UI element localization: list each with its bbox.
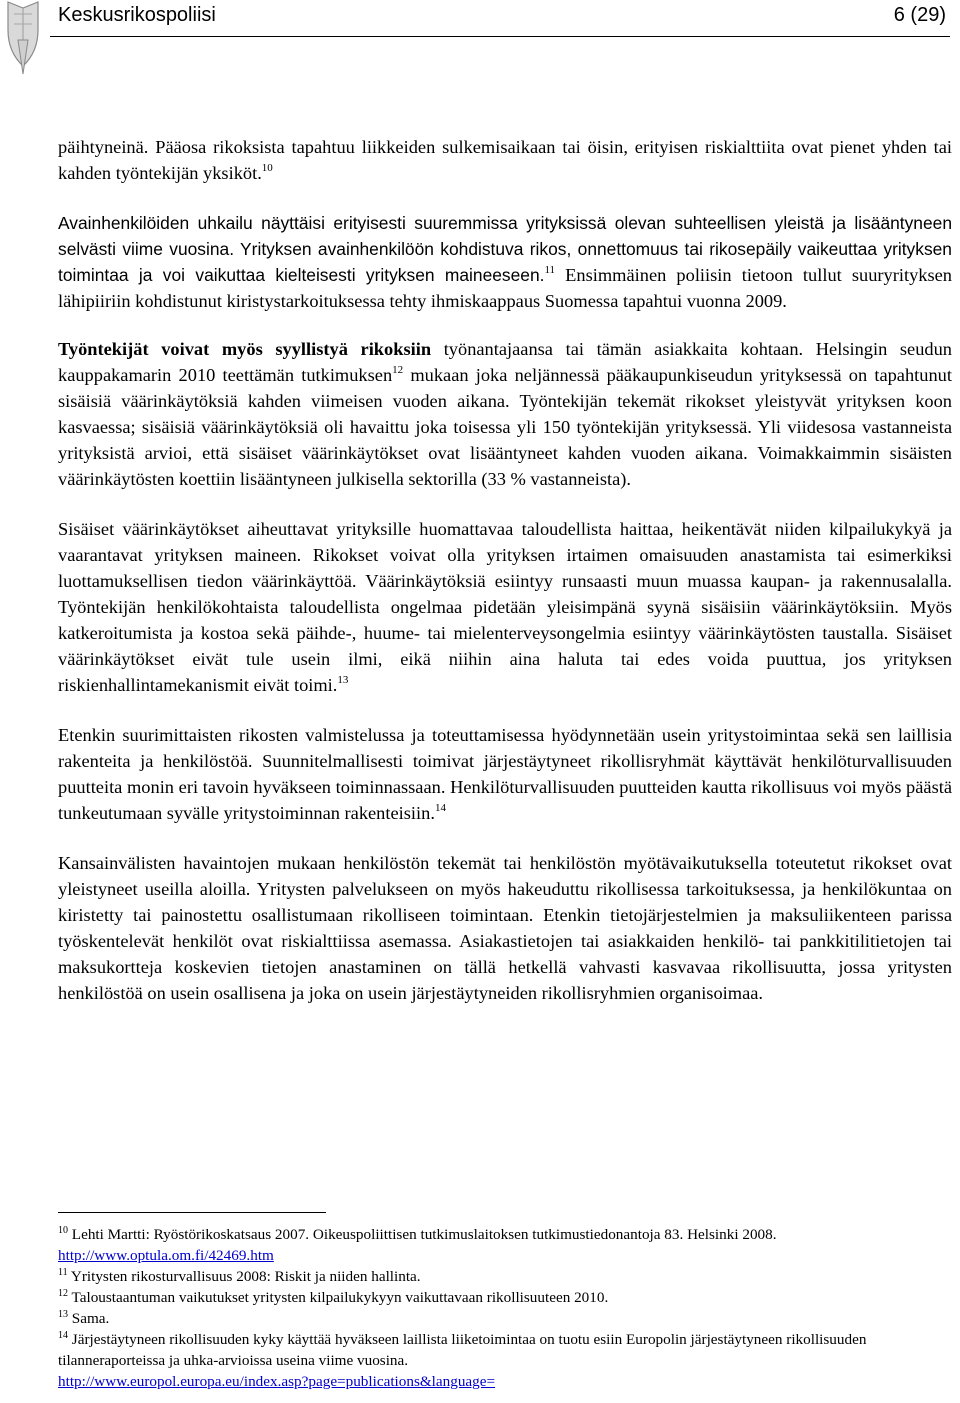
footnote-link[interactable]: http://www.optula.om.fi/42469.htm (58, 1247, 274, 1264)
page-number: 6 (29) (893, 4, 946, 26)
footnote-14 (58, 1329, 952, 1392)
paragraph-text: työnantajaansa tai tämän asiakkaita kohtaan. Helsingin seudun kauppakamarin 2010 teettämän tutkimuksen (58, 339, 953, 385)
footnote-ref[interactable]: 12 (392, 364, 404, 376)
paragraph-text: Yrityksen avainhenkilöön kohdistuva rikos, onnettomuus tai rikosepäily vaikeuttaa yrityksen toimintaa ja voi vaikuttaa kielteisesti yrityksen maineeseen. (58, 239, 952, 285)
footnote-text: Lehti Martti: Ryöstörikoskatsaus 2007. Oikeuspoliittisen tutkimuslaitoksen tutkimustiedonantoja 83. Helsinki 2008. (71, 1226, 777, 1243)
footnote-number: 14 (58, 1330, 68, 1341)
footnote-number: 11 (58, 1267, 68, 1278)
footnote-text: Taloustaantuman vaikutukset yritysten kilpailukykyyn vaikuttavaan rikollisuuteen 2010. (71, 1289, 609, 1306)
paragraph-2 (58, 210, 952, 314)
paragraph-text: mukaan joka neljännessä pääkaupunkiseudun yrityksessä on tapahtunut sisäisiä väärinkäytöksiä kahden viimeisen vuoden aikana. Työntekijän tekemät rikokset yleistyvät yrityksen koon kasvaessa; sisäisiä väärinkäytöksiä oli havaittu joka toisessa yli 150 työntekijän yrityksessä. Yli viidesosa vastanneista yrityksistä arvioi, että sisäiset väärinkäytökset ovat lisääntyneet kahden vuoden aikana. Voimakkaimmin sisäisten väärinkäytösten koettiin lisääntyneen julkisella sektorilla (33 % vastanneista). (58, 365, 952, 489)
footnote-number: 10 (58, 1225, 68, 1236)
header-rule (50, 36, 950, 37)
page-header (0, 0, 960, 60)
footnote-ref[interactable]: 10 (261, 162, 273, 174)
footnote-ref[interactable]: 13 (337, 674, 349, 686)
paragraph-text: Etenkin suurimittaisten rikosten valmistelussa ja toteuttamisessa hyödynnetään usein yritystoimintaa sekä sen laillisia rakenteita ja henkilöstöä. Suunnitelmallisesti toimivat järjestäytyneet rikollisryhmät käyttävät henkilöturvallisuuden puutteita monin eri tavoin hyväkseen toiminnassaan. Henkilöturvallisuuden puutteiden kautta rikollisuus voi myös päästä tunkeutumaan syvälle yritystoiminnan rakenteisiin. (58, 725, 952, 823)
footnote-number: 13 (58, 1309, 68, 1320)
header-title: Keskusrikospoliisi (58, 4, 216, 26)
paragraph-text: Kansainvälisten havaintojen mukaan henkilöstön tekemät tai henkilöstön myötävaikutuksella toteutetut rikokset ovat yleistyneet useilla aloilla. Yritysten palvelukseen on myös hakeuduttu rikollisessa tarkoituksessa, ja henkilökuntaa on kiristetty tai painostettu osallistumaan rikolliseen toimintaan. Etenkin tietojärjestelmien ja maksuliikenteen parissa työskentelevät henkilöt ovat riskialttiissa asemassa. Asiakastietojen tai asiakkaiden henkilö- tai pankkitilitietojen tai maksukortteja koskevien tietojen anastaminen on tällä hetkellä vahvasti kasvavaa rikollisuutta, jossa yritysten henkilöstöä on usein osallisena ja joka on usein järjestäytyneiden rikollisryhmien organisoimaa. (58, 853, 952, 1003)
footnote-11 (58, 1266, 952, 1287)
footnote-12 (58, 1287, 952, 1308)
police-emblem-icon (0, 0, 46, 80)
footnotes (58, 1224, 952, 1392)
footnote-13 (58, 1308, 952, 1329)
paragraph-text: Avainhenkilöiden uhkailu näyttäisi erityisesti suuremmissa yrityksissä olevan suhteellisen yleistä ja lisääntyneen selvästi viime vuosina. (58, 213, 952, 259)
footnote-10 (58, 1224, 952, 1266)
paragraph-4 (58, 516, 952, 698)
footnote-ref[interactable]: 14 (434, 802, 446, 814)
paragraph-3 (58, 336, 952, 492)
paragraph-6 (58, 850, 952, 1006)
footnote-text: Yritysten rikosturvallisuus 2008: Riskit ja niiden hallinta. (70, 1268, 421, 1285)
footnote-number: 12 (58, 1288, 68, 1299)
footnote-text: Sama. (71, 1310, 110, 1327)
paragraph-5 (58, 722, 952, 826)
paragraph-1 (58, 134, 952, 186)
body-text (58, 134, 952, 1030)
paragraph-text: Sisäiset väärinkäytökset aiheuttavat yrityksille huomattavaa taloudellista haittaa, heikentävät niiden kilpailukykyä ja vaarantavat yrityksen maineen. Rikokset voivat olla yrityksen irtaimen omaisuuden anastamista tai esimerkiksi luottamuksellisen tiedon väärinkäyttöä. Väärinkäytöksiä esiintyy runsaasti muun muassa kaupan- ja rakennusalalla. Työntekijän henkilökohtaista taloudellista ongelmaa pidetään yleisimpänä syynä sisäisiin väärinkäytöksiin. Myös katkeroitumista ja kostoa sekä päihde-, huume- tai mielenterveysongelmia esiintyy väärinkäytösten taustalla. Sisäiset väärinkäytökset eivät tule usein ilmi, eikä niihin aina haluta tai edes voida puuttua, jos yrityksen riskienhallintamekanismit eivät toimi. (58, 519, 952, 695)
footnote-link[interactable]: http://www.europol.europa.eu/index.asp?page=publications&language= (58, 1373, 496, 1390)
paragraph-heading: Työntekijät voivat myös syyllistyä rikoksiin (58, 339, 432, 359)
paragraph-text: Ensimmäinen poliisin tietoon tullut suuryrityksen lähipiiriin kohdistunut kiristystarkoituksessa tehty ihmiskaappaus Suomessa tapahtui vuonna 2009. (58, 265, 952, 311)
footnote-ref[interactable]: 11 (544, 264, 556, 276)
paragraph-text: päihtyneinä. Pääosa rikoksista tapahtuu liikkeiden sulkemisaikaan tai öisin, erityisen riskialttiita ovat pienet yhden tai kahden työntekijän yksiköt. (58, 137, 952, 183)
footnote-text: Järjestäytyneen rikollisuuden kyky käyttää hyväkseen laillista liiketoimintaa on tuotu esiin Europolin järjestäytyneen rikollisuuden tilanneraporteissa ja uhka-arvioissa useina viime vuosina. (58, 1331, 867, 1369)
footnote-separator (58, 1212, 326, 1213)
